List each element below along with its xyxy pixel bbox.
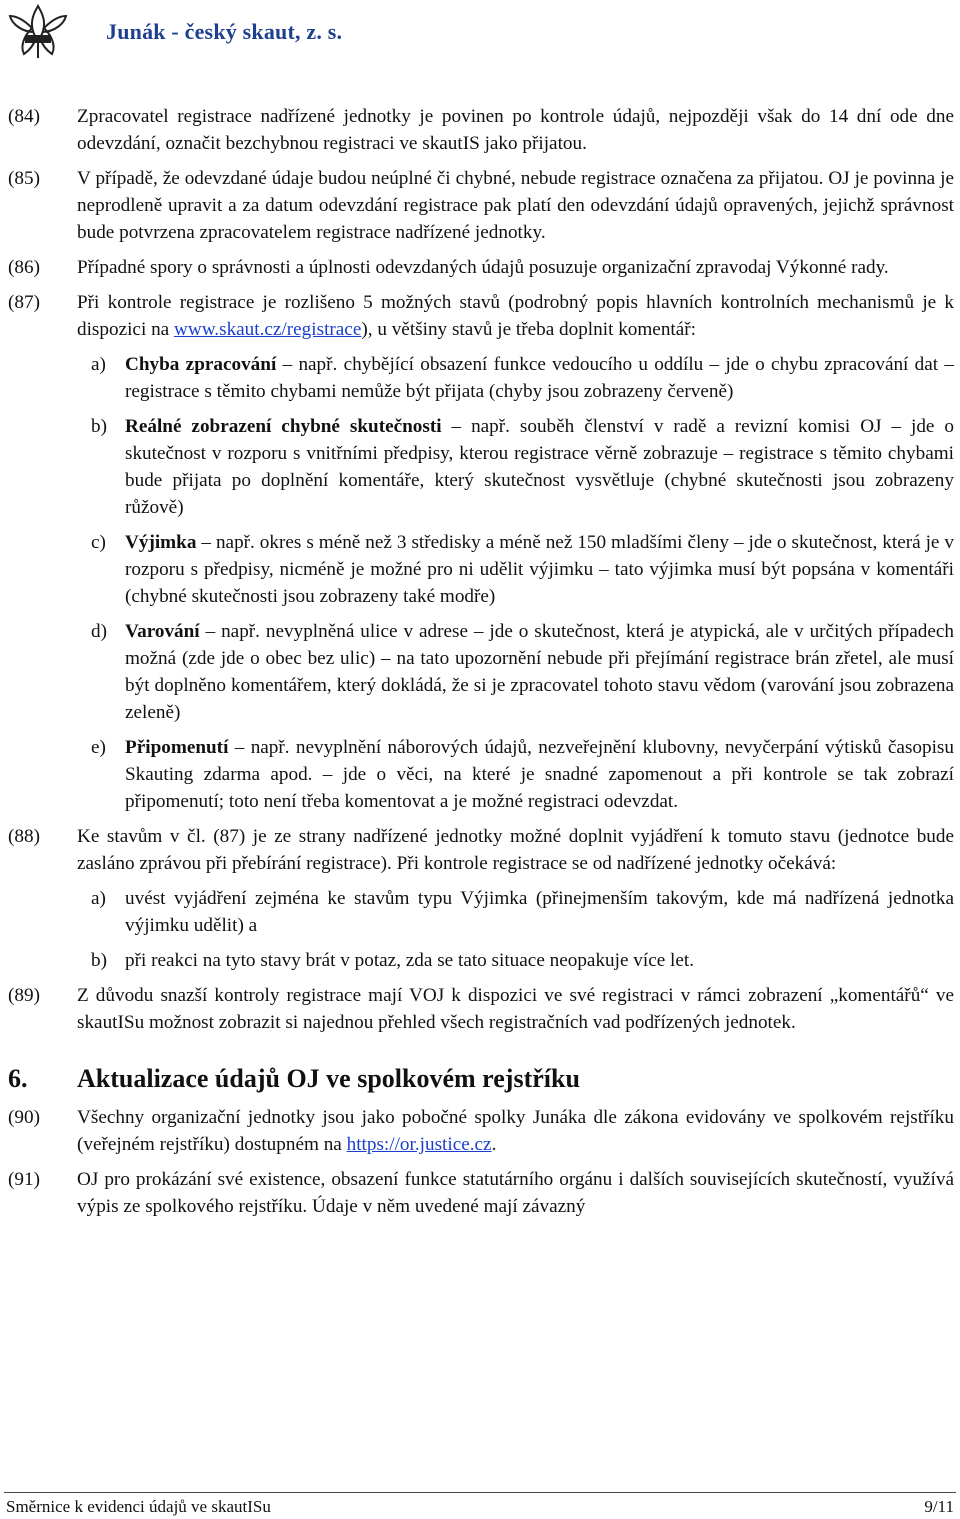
state-text: – např. chybějící obsazení funkce vedoucího u oddílu – jde o chybu zpracování dat – registrace s těmito chybami nemůže být přijata (chyby jsou zobrazeny červeně) xyxy=(125,354,954,402)
paragraph-84 xyxy=(0,103,960,157)
state-title: Výjimka xyxy=(125,532,197,553)
paragraph-88 xyxy=(0,823,960,877)
paragraph-text: Případné spory o správnosti a úplnosti odevzdaných údajů posuzuje organizační zpravodaj Výkonné rady. xyxy=(77,257,889,278)
paragraph-91 xyxy=(0,1166,960,1220)
item-label: a) xyxy=(91,354,106,375)
paragraph-text: Ke stavům v čl. (87) je ze strany nadřízené jednotky možné doplnit vyjádření k tomuto stavu (jednotce bude zasláno zprávou při přebírání registrace). Při kontrole registrace se od nadřízené jednotky očekává: xyxy=(77,826,954,874)
state-title: Chyba zpracování xyxy=(125,354,277,375)
expectation-item-b xyxy=(0,947,960,974)
state-item-a xyxy=(0,351,960,405)
state-item-c xyxy=(0,529,960,610)
footer-divider xyxy=(4,1492,956,1493)
paragraph-89 xyxy=(0,982,960,1036)
state-item-e xyxy=(0,734,960,815)
page-header xyxy=(0,0,960,80)
paragraph-number: (89) xyxy=(8,985,40,1006)
item-label: a) xyxy=(91,888,106,909)
state-item-b xyxy=(0,413,960,521)
paragraph-86 xyxy=(0,254,960,281)
scout-lily-logo-icon xyxy=(2,2,74,62)
paragraph-text: ), u většiny stavů je třeba doplnit komentář: xyxy=(361,319,696,340)
state-title: Připomenutí xyxy=(125,737,229,758)
paragraph-text: Z důvodu snazší kontroly registrace mají VOJ k dispozici ve své registraci v rámci zobrazení „komentářů“ ve skautISu možnost zobrazit si najednou přehled všech registračních vad podřízených jednotek. xyxy=(77,985,954,1033)
section-title: Aktualizace údajů OJ ve spolkovém rejstříku xyxy=(77,1064,580,1093)
item-label: c) xyxy=(91,532,106,553)
paragraph-number: (91) xyxy=(8,1169,40,1190)
state-item-d xyxy=(0,618,960,726)
state-title: Varování xyxy=(125,621,200,642)
organization-name: Junák - český skaut, z. s. xyxy=(106,19,343,44)
state-text: – např. okres s méně než 3 středisky a méně než 150 mladšími členy – jde o skutečnost, která je v rozporu s předpisy, nicméně je možné pro ni udělit výjimku – tato výjimka musí být popsána v komentáři (chybné skutečnosti jsou zobrazeny také modře) xyxy=(125,532,954,607)
footer-title: Směrnice k evidenci údajů ve skautISu xyxy=(6,1497,271,1516)
state-text: – např. souběh členství v radě a revizní komisi OJ – jde o skutečnost v rozporu s vnitřními předpisy, kterou registrace věrně zobrazuje – registrace s těmito chybami bude přijata po doplnění komentáře, který skutečnost vysvětluje (chybné skutečnosti jsou zobrazeny růžově) xyxy=(125,416,954,518)
paragraph-number: (85) xyxy=(8,168,40,189)
section-heading xyxy=(0,1062,960,1096)
item-label: e) xyxy=(91,737,106,758)
paragraph-number: (86) xyxy=(8,257,40,278)
state-text: – např. nevyplnění náborových údajů, nezveřejnění klubovny, nevyčerpání výtisků časopisu Skauting zdarma apod. – jde o věci, na které je snadné zapomenout a při kontrole se tak zobrazí připomenutí; toto není třeba komentovat a je možné registraci odevzdat. xyxy=(125,737,954,812)
item-label: b) xyxy=(91,950,107,971)
paragraph-number: (87) xyxy=(8,292,40,313)
paragraph-text: Zpracovatel registrace nadřízené jednotky je povinen po kontrole údajů, nejpozději však do 14 dní ode dne odevzdání, označit bezchybnou registraci ve skautIS jako přijatou. xyxy=(77,106,954,154)
item-label: d) xyxy=(91,621,107,642)
paragraph-text: V případě, že odevzdané údaje budou neúplné či chybné, nebude registrace označena za přijatou. OJ je povinna je neprodleně upravit a za datum odevzdání registrace pak platí den odevzdání údajů opravených, jejichž správnost bude potvrzena zpracovatelem registrace nadřízené jednotky. xyxy=(77,168,954,243)
paragraph-87 xyxy=(0,289,960,343)
page-number: 9/11 xyxy=(924,1497,954,1516)
paragraph-number: (88) xyxy=(8,826,40,847)
expectation-item-a xyxy=(0,885,960,939)
justice-link[interactable]: https://or.justice.cz xyxy=(346,1134,492,1155)
registrace-link[interactable]: www.skaut.cz/registrace xyxy=(173,319,362,340)
paragraph-number: (84) xyxy=(8,106,40,127)
state-text: – např. nevyplněná ulice v adrese – jde o skutečnost, která je atypická, ale v určitých případech možná (zde jde o obec bez ulic) – na tato upozornění nebude při přejímání registrace brán zřetel, ale musí být doplněno komentářem, který dokládá, že si je zpracovatel tohoto stavu vědom (varování jsou zobrazena zeleně) xyxy=(125,621,954,723)
paragraph-text: OJ pro prokázání své existence, obsazení funkce statutárního orgánu i dalších souvisejících skutečností, využívá výpis ze spolkového rejstříku. Údaje v něm uvedené mají závazný xyxy=(77,1169,954,1217)
paragraph-text: Všechny organizační jednotky jsou jako pobočné spolky Junáka dle zákona evidovány ve spolkovém rejstříku (veřejném rejstříku) dostupném na xyxy=(77,1107,954,1155)
item-text: uvést vyjádření zejména ke stavům typu Výjimka (přinejmenším takovým, kde má nadřízená jednotka výjimku udělit) a xyxy=(125,888,954,936)
state-title: Reálné zobrazení chybné skutečnosti xyxy=(125,416,442,437)
paragraph-text: Při kontrole registrace je rozlišeno 5 možných stavů (podrobný popis hlavních kontrolních mechanismů je k dispozici na xyxy=(77,292,954,340)
section-number: 6. xyxy=(8,1064,28,1093)
paragraph-text: . xyxy=(491,1134,497,1155)
paragraph-90 xyxy=(0,1104,960,1158)
item-label: b) xyxy=(91,416,107,437)
item-text: při reakci na tyto stavy brát v potaz, zda se tato situace neopakuje více let. xyxy=(125,950,695,971)
paragraph-number: (90) xyxy=(8,1107,40,1128)
paragraph-85 xyxy=(0,165,960,246)
document-body xyxy=(0,103,960,1228)
